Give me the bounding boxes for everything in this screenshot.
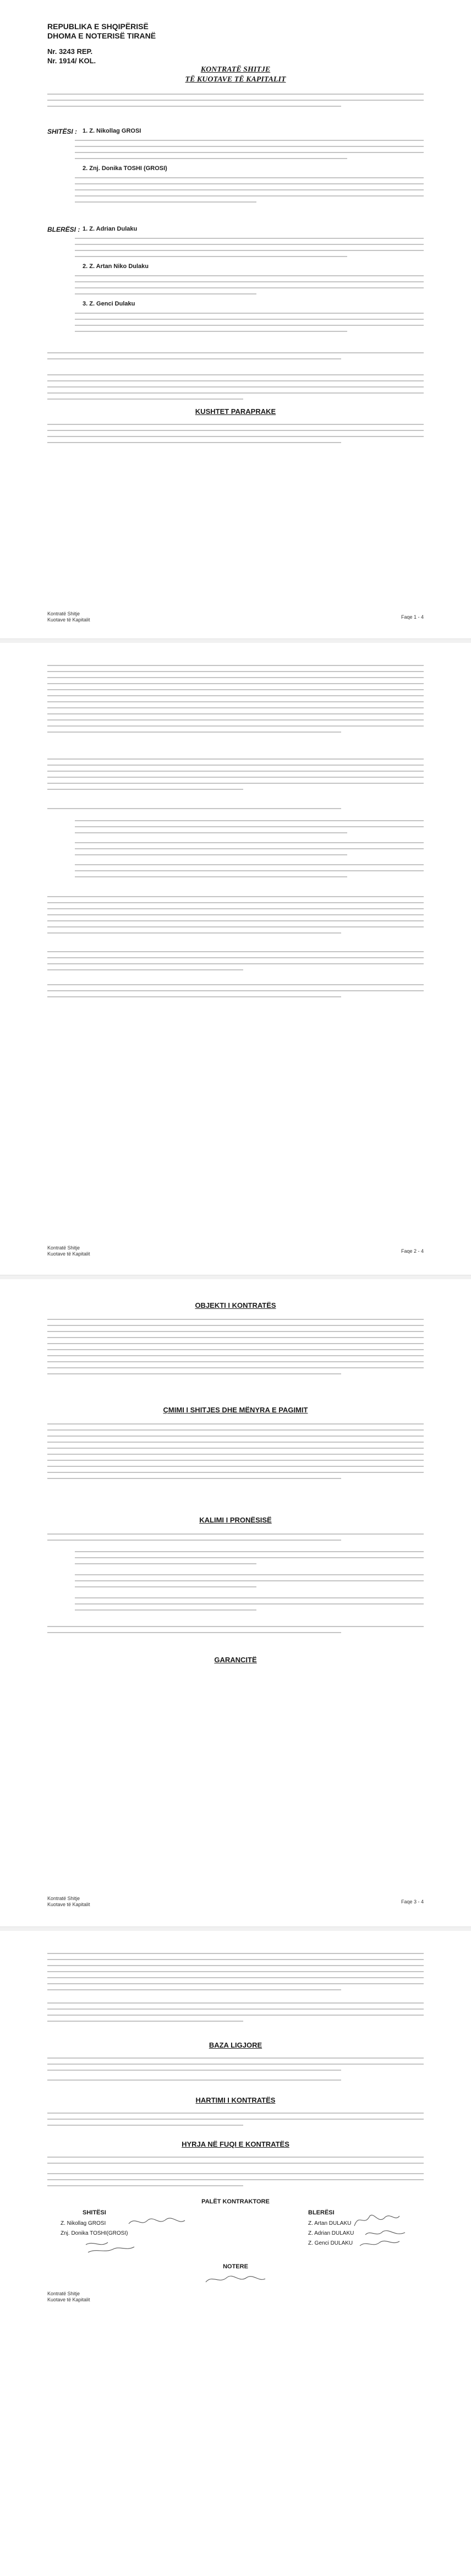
- buyers-label: BLERËSI :: [47, 226, 80, 233]
- shareholder-1-quota: [75, 820, 424, 838]
- seller-signature-1: Z. Nikollag GROSI: [61, 2220, 106, 2226]
- parties-decision-paragraph: [47, 896, 424, 938]
- signature-scribble: [358, 2237, 402, 2249]
- page-footer: Kontratë Shitje Kuotave të Kapitalit: [47, 2291, 90, 2302]
- buyer-2-details: [75, 275, 424, 299]
- garancite-paragraph-2: [47, 2002, 424, 2027]
- buyers-signature-head: BLERËSI: [308, 2209, 335, 2216]
- parties-agreement: [47, 374, 424, 405]
- shareholder-2-quota: [75, 842, 424, 860]
- contract-title: KONTRATË SHITJE: [200, 66, 271, 74]
- signature-scribble: [352, 2211, 402, 2229]
- signature-scribble: [83, 2238, 138, 2255]
- section-objekti: OBJEKTI I KONTRATËS: [195, 1301, 276, 1309]
- kalimi-buyer-1: [75, 1551, 424, 1569]
- kushtet-paragraph: [47, 424, 424, 448]
- page-4: [0, 1931, 471, 2576]
- buyer-1: 1. Z. Adrian Dulaku: [83, 226, 138, 232]
- buyer-3: 3. Z. Genci Dulaku: [83, 301, 135, 307]
- notary-signature-scribble: [202, 2271, 269, 2288]
- buyer-2: 2. Z. Artan Niko Dulaku: [83, 263, 149, 270]
- section-kushtet-paraprake: KUSHTET PARAPRAKE: [195, 407, 276, 416]
- garancite-paragraph: [47, 1953, 424, 1995]
- kushtet-continued: [47, 665, 424, 738]
- buyer-3-details: [75, 313, 424, 337]
- objekti-paragraph: [47, 1319, 424, 1379]
- section-baza-ligjore: BAZA LIGJORE: [209, 2041, 262, 2049]
- signature-scribble: [127, 2215, 187, 2228]
- shareholders-intro: [47, 808, 424, 814]
- parties-statement: [47, 352, 424, 364]
- notary-closing-paragraph: [47, 2173, 424, 2191]
- sellers-label: SHITËSI :: [47, 128, 78, 135]
- page-number: Faqe 1 - 4: [401, 614, 424, 620]
- page-number: Faqe 3 - 4: [401, 1899, 424, 1904]
- section-kalimi: KALIMI I PRONËSISË: [199, 1516, 272, 1524]
- page-footer: Kontratë Shitje Kuotave të Kapitalit: [47, 1896, 90, 1907]
- baza-paragraph-2: [47, 2080, 424, 2086]
- seller-2: 2. Znj. Donika TOSHI (GROSI): [83, 165, 167, 172]
- buyer-signature-2: Z. Adrian DULAKU: [308, 2230, 354, 2236]
- page-3: [0, 1279, 471, 1926]
- kalimi-buyer-2: [75, 1574, 424, 1592]
- section-hyrja-ne-fuqi: HYRJA NË FUQI E KONTRATËS: [182, 2140, 289, 2148]
- buyer-1-details: [75, 238, 424, 262]
- seller-1-details: [75, 140, 424, 164]
- parties-will-paragraph: [47, 951, 424, 975]
- shareholder-3-quota: [75, 864, 424, 882]
- kalimi-intro: [47, 1533, 424, 1546]
- page-number: Faqe 2 - 4: [401, 1248, 424, 1254]
- signatures-title: PALËT KONTRAKTORE: [201, 2198, 270, 2205]
- section-garancite: GARANCITË: [214, 1656, 257, 1664]
- notary-signature-head: NOTERE: [223, 2263, 248, 2270]
- seller-signature-2: Znj. Donika TOSHI(GROSI): [61, 2230, 128, 2236]
- document-header: REPUBLIKA E SHQIPËRISË DHOMA E NOTERISË TIRANË: [47, 22, 156, 40]
- baza-paragraph: [47, 2057, 424, 2076]
- page-footer: Kontratë Shitje Kuotave të Kapitalit: [47, 1245, 90, 1257]
- cmimi-paragraph: [47, 1423, 424, 1484]
- sellers-signature-head: SHITËSI: [83, 2209, 106, 2216]
- page-2: [0, 643, 471, 1275]
- hartimi-paragraph: [47, 2113, 424, 2131]
- intro-paragraph: [47, 94, 424, 112]
- section-hartimi: HARTIMI I KONTRATËS: [195, 2096, 276, 2104]
- buyer-signature-3: Z. Genci DULAKU: [308, 2240, 353, 2246]
- kalimi-buyer-3: [75, 1597, 424, 1616]
- contract-subtitle: TË KUOTAVE TË KAPITALIT: [185, 75, 286, 84]
- hyrja-paragraph: [47, 2157, 424, 2169]
- shares-history-paragraph: [47, 758, 424, 795]
- kalimi-closing: [47, 1626, 424, 1638]
- seller-1: 1. Z. Nikollag GROSI: [83, 128, 141, 134]
- page-footer: Kontratë Shitje Kuotave të Kapitalit: [47, 611, 90, 623]
- buyer-signature-1: Z. Artan DULAKU: [308, 2220, 352, 2226]
- kol-number: Nr. 1914/ KOL.: [47, 57, 96, 65]
- section-cmimi: ÇMIMI I SHITJES DHE MËNYRA E PAGIMIT: [163, 1406, 308, 1414]
- rep-number: Nr. 3243 REP.: [47, 47, 93, 56]
- page-1: [0, 0, 471, 638]
- notary-explanation-paragraph: [47, 984, 424, 1002]
- seller-2-details: [75, 177, 424, 208]
